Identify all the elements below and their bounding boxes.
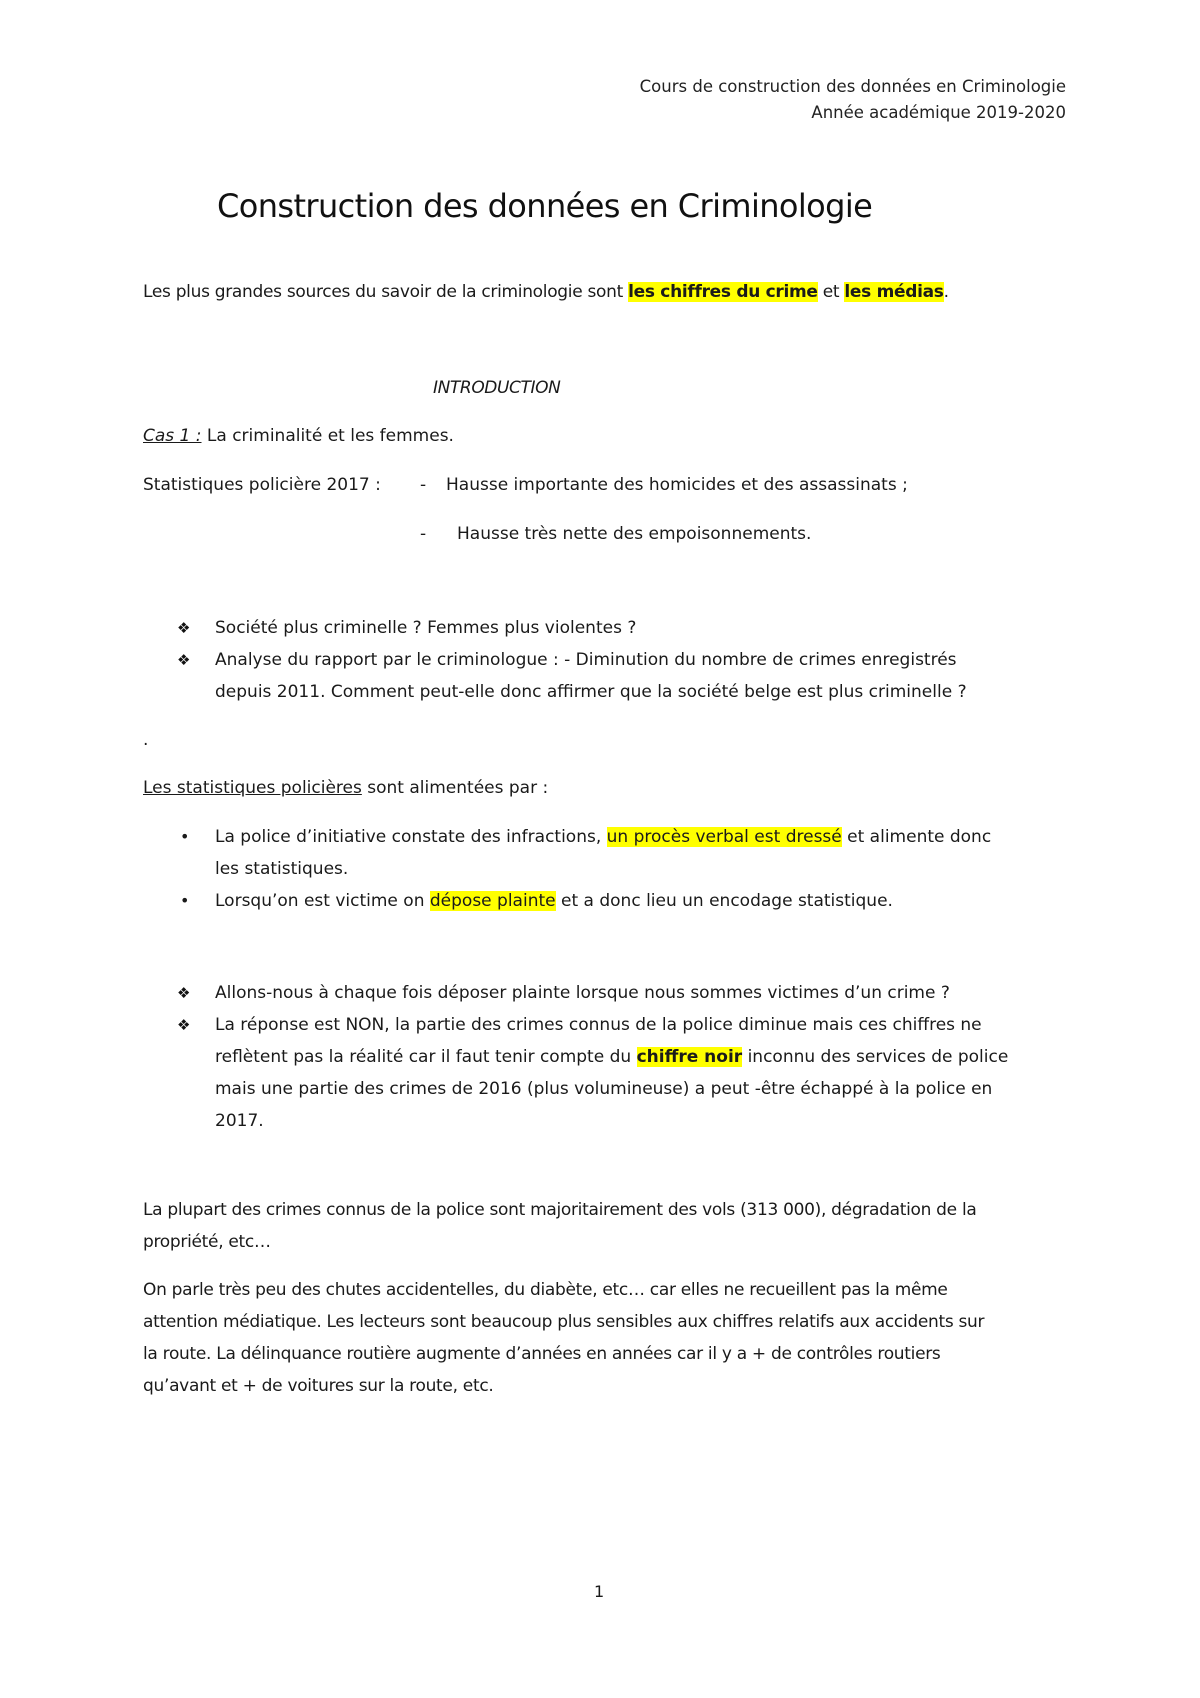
text-segment: reflètent pas la réalité car il faut tenir compte du [215, 1047, 637, 1067]
text-segment: inconnu des services de police [742, 1047, 1009, 1067]
stats-dash-2: - [420, 524, 427, 544]
cas-1-line [143, 420, 1068, 452]
text-segment: La police d’initiative constate des infractions, [215, 827, 607, 847]
question-list-item [215, 644, 1065, 708]
paragraph-line: On parle très peu des chutes accidentelles, du diabète, etc… car elles ne recueillent pas la même [143, 1280, 948, 1300]
page-number: 1 [594, 1582, 605, 1601]
paragraph-line: qu’avant et + de voitures sur la route, etc. [143, 1376, 494, 1396]
question-line: La réponse est NON, la partie des crimes connus de la police diminue mais ces chiffres ne [215, 1015, 982, 1035]
cas-1-label: Cas 1 : [143, 426, 202, 446]
intro-text-end: . [943, 282, 949, 302]
stats-item-1: Hausse importante des homicides et des assassinats ; [446, 475, 908, 495]
page-title: Construction des données en Criminologie [217, 187, 873, 225]
sources-intro [143, 772, 1068, 804]
intro-paragraph [143, 276, 1068, 308]
sources-rest: sont alimentées par : [361, 778, 549, 798]
stats-dash-1: - [420, 475, 427, 495]
bullet-dot-icon: • [180, 891, 190, 910]
question-list-item: Société plus criminelle ? Femmes plus violentes ? [215, 618, 637, 638]
paragraph-line: propriété, etc… [143, 1232, 271, 1252]
list-item-line [215, 821, 1065, 853]
sources-underlined: Les statistiques policières [143, 778, 362, 798]
diamond-bullet-icon: ❖ [177, 1016, 191, 1034]
paragraph-line: attention médiatique. Les lecteurs sont beaucoup plus sensibles aux chiffres relatifs aux accidents sur [143, 1312, 985, 1332]
stray-dot: . [143, 730, 149, 750]
header-course: Cours de construction des données en Criminologie [639, 77, 1066, 96]
bullet-dot-icon: • [180, 827, 190, 846]
question-line: depuis 2011. Comment peut-elle donc affirmer que la société belge est plus criminelle ? [215, 682, 967, 702]
paragraph-line: la route. La délinquance routière augmente d’années en années car il y a + de contrôles routiers [143, 1344, 941, 1364]
text-segment: et alimente donc [841, 827, 992, 847]
highlight-proces-verbal: un procès verbal est dressé [606, 827, 842, 847]
list-item [215, 821, 1065, 885]
section-heading-introduction: INTRODUCTION [433, 378, 561, 398]
paragraph-media [143, 1274, 1068, 1402]
intro-text-pre: Les plus grandes sources du savoir de la criminologie sont [143, 282, 629, 302]
intro-text-mid: et [817, 282, 845, 302]
list-item [215, 885, 1065, 917]
highlight-chiffre-noir: chiffre noir [636, 1047, 743, 1067]
header-year: Année académique 2019-2020 [811, 103, 1066, 122]
question-list-item [215, 1009, 1065, 1137]
question-line: 2017. [215, 1111, 264, 1131]
highlight-les-medias: les médias [844, 282, 944, 302]
stats-label: Statistiques policière 2017 : [143, 475, 381, 495]
paragraph-vols [143, 1194, 1068, 1258]
cas-1-text: La criminalité et les femmes. [201, 426, 454, 446]
highlight-depose-plainte: dépose plainte [429, 891, 556, 911]
highlight-chiffres-du-crime: les chiffres du crime [628, 282, 818, 302]
question-list-item: Allons-nous à chaque fois déposer plainte lorsque nous sommes victimes d’un crime ? [215, 983, 950, 1003]
diamond-bullet-icon: ❖ [177, 984, 191, 1002]
question-line: Analyse du rapport par le criminologue : - Diminution du nombre de crimes enregistrés [215, 650, 957, 670]
list-item-line: les statistiques. [215, 859, 349, 879]
question-line [215, 1041, 1065, 1073]
stats-item-2: Hausse très nette des empoisonnements. [457, 524, 812, 544]
paragraph-line: La plupart des crimes connus de la police sont majoritairement des vols (313 000), dégradation de la [143, 1200, 977, 1220]
text-segment: et a donc lieu un encodage statistique. [555, 891, 893, 911]
question-line: mais une partie des crimes de 2016 (plus volumineuse) a peut -être échappé à la police en [215, 1079, 993, 1099]
diamond-bullet-icon: ❖ [177, 651, 191, 669]
text-segment: Lorsqu’on est victime on [215, 891, 430, 911]
diamond-bullet-icon: ❖ [177, 619, 191, 637]
